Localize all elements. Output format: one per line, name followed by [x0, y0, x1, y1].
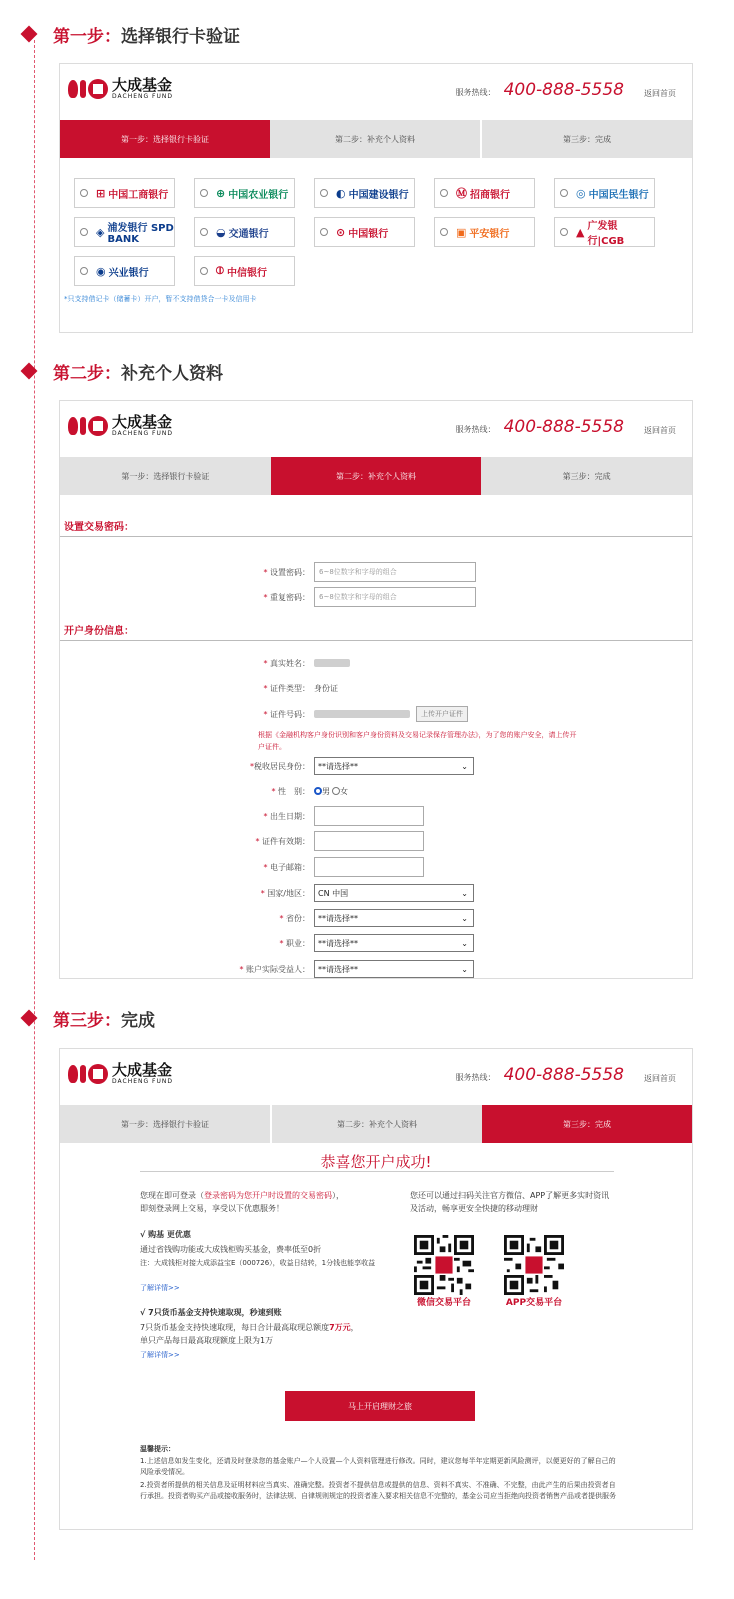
- hotline-number: 400-888-5558: [503, 80, 624, 100]
- tax-label: 税收居民身份：: [254, 761, 310, 771]
- required-mark: *: [263, 862, 268, 872]
- step-tabs: [60, 1105, 692, 1143]
- boc-icon: ⊙: [336, 225, 346, 239]
- bank-radio[interactable]: [320, 189, 328, 197]
- qr-code-icon: [414, 1235, 474, 1295]
- site-header: [60, 401, 692, 457]
- gender-row: [60, 781, 348, 801]
- benefit2-title: √ 7只货币基金支持快速取现，秒速到账: [140, 1308, 282, 1317]
- benefit1-title: √ 购基 更优惠: [140, 1230, 191, 1239]
- password-label: 设置密码：: [270, 567, 310, 577]
- bank-radio[interactable]: [200, 267, 208, 275]
- required-mark: *: [263, 683, 268, 693]
- scan-notice: 您还可以通过扫码关注官方微信、APP了解更多实时资讯及活动，畅享更安全快捷的移动理财: [410, 1191, 610, 1213]
- site-header: [60, 1049, 692, 1105]
- idtype-label: 证件类型：: [270, 683, 310, 693]
- tax-row: [59, 756, 474, 776]
- step3-label: 第三步：: [53, 1010, 121, 1031]
- benefit1-note: 注：大成钱柜对接大成添益宝E（000726），收益日结转，1分钱也能享收益: [140, 1259, 376, 1267]
- required-mark: *: [239, 964, 244, 974]
- email-label: 电子邮箱：: [270, 862, 310, 872]
- bocom-icon: ◒: [216, 225, 226, 239]
- step2-heading: [22, 359, 223, 383]
- step1-desc: 选择银行卡验证: [121, 26, 240, 47]
- wechat-qr[interactable]: [414, 1235, 474, 1308]
- tab-step3[interactable]: 第三步：完成: [480, 120, 692, 158]
- brand-cn: 大成基金: [112, 413, 173, 431]
- hotline-label: 服务热线：: [455, 425, 496, 434]
- bank-name: 平安银行: [469, 228, 510, 240]
- timeline-line: [34, 40, 35, 1560]
- bank-name: 中国银行: [348, 228, 389, 240]
- bank-option[interactable]: [554, 217, 655, 247]
- bank-name: 招商银行: [470, 189, 510, 201]
- bank-name: 兴业银行: [108, 267, 149, 279]
- bank-radio[interactable]: [560, 189, 568, 197]
- brand-cn: 大成基金: [112, 76, 173, 94]
- brand-en: DACHENG FUND: [112, 93, 174, 100]
- step2-label: 第二步：: [53, 363, 121, 384]
- province-row: [60, 908, 474, 928]
- idno-value-redacted: [314, 710, 410, 718]
- spdb-icon: ◈: [96, 225, 105, 239]
- idtype-row: [60, 678, 338, 698]
- bank-option[interactable]: [434, 178, 535, 208]
- step3-heading: [22, 1006, 155, 1030]
- app-qr-label: APP交易平台: [505, 1298, 563, 1308]
- bank-radio[interactable]: [80, 228, 88, 236]
- bank-name: 中国民生银行: [588, 189, 649, 201]
- home-link[interactable]: 返回首页: [644, 89, 676, 98]
- benefit1-text: 通过省钱购功能或大成钱柜购买基金，费率低至0折: [140, 1245, 322, 1254]
- tab-step1[interactable]: 第一步：选择银行卡验证: [60, 457, 271, 495]
- identity-section-title: 开户身份信息：: [60, 623, 692, 641]
- tax-select[interactable]: **请选择** ⌄: [314, 757, 474, 775]
- required-mark: *: [263, 811, 268, 821]
- bank-option[interactable]: [74, 256, 175, 286]
- tab-step3[interactable]: 第三步：完成: [481, 457, 692, 495]
- bank-name: 中信银行: [227, 267, 267, 279]
- bank-option[interactable]: [194, 256, 295, 286]
- tip-2: 2.投资者所提供的相关信息及证明材料应当真实、准确完整。投资者不提供信息或提供的信息、资料不真实、不准确、不完整，由此产生的后果由投资者自行承担。投资者购买产品或接收服务时，法律法规、自律规则规定的投资者准入要求相关信息不完整的，基金公司应当拒绝向投资者销售产品或者提供服务: [140, 1481, 616, 1500]
- cmb-icon: Ⓜ: [456, 187, 467, 200]
- dacheng-logo-mark-icon: [68, 1064, 108, 1084]
- bank-radio[interactable]: [80, 189, 88, 197]
- required-mark: *: [279, 938, 284, 948]
- brand-cn: 大成基金: [112, 1061, 173, 1079]
- required-mark: *: [279, 913, 284, 923]
- icbc-icon: ⊞: [96, 186, 106, 200]
- pingan-icon: ▣: [456, 225, 467, 239]
- bank-option[interactable]: [74, 178, 175, 208]
- diamond-icon: [21, 26, 38, 43]
- tab-step1[interactable]: 第一步：选择银行卡验证: [60, 120, 270, 158]
- benefit1-more-link[interactable]: 了解详情>>: [140, 1284, 180, 1292]
- cib-icon: ◉: [96, 264, 106, 278]
- beneficiary-select[interactable]: **请选择** ⌄: [314, 960, 474, 978]
- diamond-icon: [21, 363, 38, 380]
- dacheng-logo-mark-icon: [68, 79, 108, 99]
- bank-option[interactable]: [554, 178, 655, 208]
- female-radio[interactable]: [332, 787, 340, 795]
- province-label: 省份：: [286, 913, 310, 923]
- chevron-down-icon: ⌄: [461, 913, 468, 923]
- tab-step2[interactable]: 第二步：补充个人资料: [270, 120, 480, 158]
- bank-radio[interactable]: [320, 228, 328, 236]
- bank-radio[interactable]: [440, 189, 448, 197]
- tab-step2[interactable]: 第二步：补充个人资料: [271, 457, 482, 495]
- home-link[interactable]: 返回首页: [644, 426, 676, 435]
- job-row: [60, 933, 474, 953]
- app-qr[interactable]: [504, 1235, 564, 1308]
- password-repeat-input[interactable]: 6~8位数字和字母的组合: [314, 587, 476, 607]
- step2-panel: [59, 400, 693, 979]
- upload-warning: 根据《金融机构客户身份识别和客户身份资料及交易记录保存管理办法》，为了您的账户安全，请上传开户证件。: [258, 731, 577, 751]
- password-row: [60, 562, 476, 582]
- step1-heading: [22, 22, 240, 46]
- bank-name: 中国工商银行: [108, 189, 169, 201]
- tab-step2[interactable]: 第二步：补充个人资料: [270, 1105, 482, 1143]
- female-label: 女: [340, 786, 348, 796]
- required-mark: *: [250, 761, 254, 771]
- step-tabs: [60, 120, 692, 158]
- tip-1: 1.上述信息如发生变化，还请及时登录您的基金账户—个人设置—个人资料管理进行修改。同时，建议您每半年定期更新风险测评，以便更好的了解自己的风险承受情况。: [140, 1457, 616, 1476]
- success-title: 恭喜您开户成功!: [320, 1153, 432, 1171]
- card-note: *只支持借记卡（储蓄卡）开户，暂不支持借贷合一卡及信用卡: [64, 295, 257, 303]
- dacheng-logo[interactable]: [68, 78, 173, 100]
- upload-id-button[interactable]: 上传开户证件: [416, 706, 468, 722]
- citic-icon: ⦶: [216, 264, 224, 277]
- start-investing-button[interactable]: 马上开启理财之旅: [285, 1391, 475, 1421]
- required-mark: *: [263, 592, 268, 602]
- login-notice: 您现在即可登录（登录密码为您开户时设置的交易密码）， 即刻登录网上交易，享受以下优惠服务！: [140, 1191, 344, 1213]
- email-input[interactable]: [314, 857, 424, 877]
- password-input[interactable]: 6~8位数字和字母的组合: [314, 562, 476, 582]
- expiry-input[interactable]: [314, 831, 424, 851]
- bank-option[interactable]: [74, 217, 175, 247]
- province-select[interactable]: **请选择** ⌄: [314, 909, 474, 927]
- name-value-redacted: [314, 659, 350, 667]
- required-mark: *: [255, 836, 260, 846]
- wechat-qr-label: 微信交易平台: [416, 1298, 471, 1308]
- site-header: [60, 64, 692, 120]
- tab-step1[interactable]: 第一步：选择银行卡验证: [60, 1105, 270, 1143]
- bank-name: 浦发银行 SPD BANK: [107, 223, 174, 245]
- bank-name: 交通银行: [228, 228, 269, 240]
- birth-label: 出生日期：: [270, 811, 310, 821]
- required-mark: *: [263, 567, 268, 577]
- name-row: [60, 653, 350, 673]
- brand-en: DACHENG FUND: [112, 430, 174, 437]
- password-repeat-label: 重复密码：: [270, 592, 310, 602]
- diamond-icon: [21, 1010, 38, 1027]
- idtype-value: 身份证: [314, 683, 338, 693]
- tab-step3[interactable]: 第三步：完成: [482, 1105, 692, 1143]
- bank-radio[interactable]: [80, 267, 88, 275]
- abc-icon: ⊕: [216, 186, 226, 200]
- hotline-label: 服务热线：: [455, 1073, 496, 1082]
- gender-label: 性 别：: [278, 786, 310, 796]
- bank-option[interactable]: [314, 217, 415, 247]
- tips-title: 温馨提示：: [140, 1445, 175, 1453]
- job-label: 职业：: [286, 938, 310, 948]
- ccb-icon: ◐: [336, 186, 346, 200]
- brand-en: DACHENG FUND: [112, 1078, 174, 1085]
- expiry-row: [60, 831, 424, 851]
- cgb-icon: ▲: [576, 225, 585, 239]
- required-mark: *: [260, 888, 265, 898]
- bank-radio[interactable]: [440, 228, 448, 236]
- hotline: [456, 1065, 624, 1085]
- beneficiary-row: [60, 959, 474, 979]
- bank-option[interactable]: [314, 178, 415, 208]
- dacheng-logo[interactable]: [68, 1063, 173, 1085]
- birth-input[interactable]: [314, 806, 424, 826]
- password-repeat-row: [60, 587, 476, 607]
- step2-desc: 补充个人资料: [121, 363, 223, 384]
- benefit2-text: 7只货币基金支持快速取现，每日合计最高取现总额度7万元， 单只产品每日最高取现额度上限为1万: [140, 1323, 359, 1345]
- dacheng-logo[interactable]: [68, 415, 173, 437]
- password-section-title: 设置交易密码：: [60, 519, 692, 537]
- required-mark: *: [263, 709, 268, 719]
- cmbc-icon: ◎: [576, 186, 586, 200]
- title-divider: [140, 1171, 614, 1172]
- country-label: 国家/地区：: [267, 888, 310, 898]
- benefit2-more-link[interactable]: 了解详情>>: [140, 1351, 180, 1359]
- qr-code-icon: [504, 1235, 564, 1295]
- bank-option[interactable]: [194, 217, 295, 247]
- birth-row: [60, 806, 424, 826]
- bank-name: 中国建设银行: [348, 189, 409, 201]
- idno-label: 证件号码：: [270, 709, 310, 719]
- step1-label: 第一步：: [53, 26, 121, 47]
- bank-option[interactable]: [434, 217, 535, 247]
- login-password-note: 登录密码为您开户时设置的交易密码: [204, 1191, 332, 1200]
- idno-row: [60, 704, 468, 724]
- step3-panel: [59, 1048, 693, 1530]
- bank-radio[interactable]: [200, 189, 208, 197]
- dacheng-logo-mark-icon: [68, 416, 108, 436]
- hotline-number: 400-888-5558: [503, 1065, 624, 1085]
- required-mark: *: [271, 786, 276, 796]
- chevron-down-icon: ⌄: [461, 938, 468, 948]
- benefit2-amount: 7万元: [329, 1323, 351, 1332]
- expiry-label: 证件有效期：: [262, 836, 310, 846]
- password-section: [60, 519, 692, 537]
- step3-desc: 完成: [121, 1010, 155, 1031]
- bank-grid: [60, 158, 692, 286]
- bank-name: 广发银行|CGB: [587, 221, 625, 247]
- country-row: [60, 883, 474, 903]
- hotline-number: 400-888-5558: [503, 417, 624, 437]
- name-label: 真实姓名：: [270, 658, 310, 668]
- male-radio[interactable]: [314, 787, 322, 795]
- chevron-down-icon: ⌄: [461, 964, 468, 974]
- bank-name: 中国农业银行: [228, 189, 289, 201]
- bank-radio[interactable]: [560, 228, 568, 236]
- country-select[interactable]: CN 中国 ⌄: [314, 884, 474, 902]
- bank-radio[interactable]: [200, 228, 208, 236]
- male-label: 男: [322, 786, 330, 796]
- hotline-label: 服务热线：: [455, 88, 496, 97]
- hotline: [456, 80, 624, 100]
- bank-option[interactable]: [194, 178, 295, 208]
- chevron-down-icon: ⌄: [461, 888, 468, 898]
- step-tabs: [60, 457, 692, 495]
- identity-section: [60, 623, 692, 641]
- job-select[interactable]: **请选择** ⌄: [314, 934, 474, 952]
- email-row: [60, 857, 424, 877]
- step1-panel: [59, 63, 693, 333]
- beneficiary-label: 账户实际受益人：: [246, 964, 310, 974]
- required-mark: *: [263, 658, 268, 668]
- hotline: [456, 417, 624, 437]
- chevron-down-icon: ⌄: [461, 761, 468, 771]
- home-link[interactable]: 返回首页: [644, 1074, 676, 1083]
